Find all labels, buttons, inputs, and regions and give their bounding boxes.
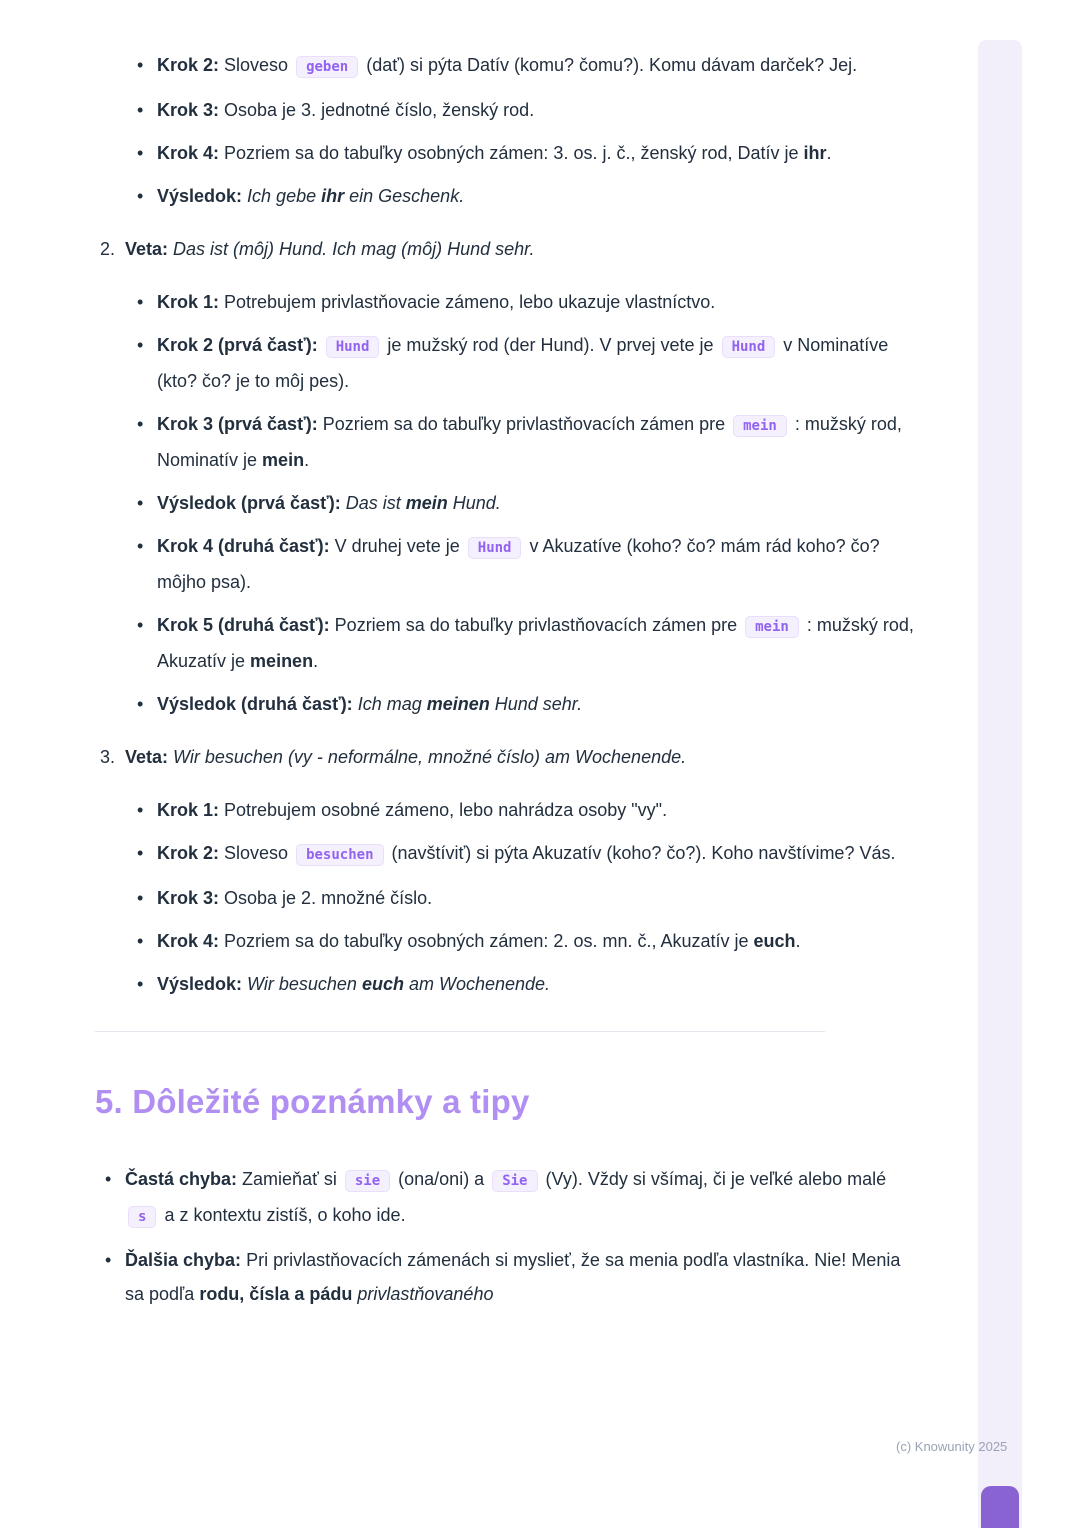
list-item [135, 136, 920, 170]
text-segment: am Wochenende. [403, 974, 551, 994]
text-segment [318, 335, 323, 355]
sentence-heading [100, 232, 920, 266]
text-segment: ein Geschenk. [344, 186, 465, 206]
text-segment: rodu, čísla a pádu [199, 1284, 353, 1304]
text-segment: (ona/oni) a [393, 1169, 490, 1189]
list-item [135, 407, 920, 477]
text-segment: Potrebujem osobné zámeno, lebo nahrádza osoby "vy". [219, 800, 668, 820]
list-item [135, 793, 920, 827]
list-item [103, 1162, 920, 1234]
text-segment: Zamieňať si [237, 1169, 342, 1189]
text-segment: Výsledok (prvá časť): [157, 493, 341, 513]
text-segment: Osoba je 3. jednotné číslo, ženský rod. [219, 100, 535, 120]
inline-code: besuchen [296, 844, 383, 866]
text-segment: (dať) si pýta Datív (komu? čomu?). Komu dávam darček? Jej. [361, 55, 858, 75]
list-item [135, 967, 920, 1001]
text-segment: Krok 5 (druhá časť): [157, 615, 330, 635]
list-item [135, 881, 920, 915]
sentence-heading [100, 740, 920, 774]
footer-credit: (c) Knowunity 2025 [896, 1439, 1008, 1454]
text-segment: . [313, 651, 319, 671]
text-segment: Výsledok: [157, 974, 243, 994]
inline-code: Hund [326, 336, 380, 358]
text-segment: Krok 2: [157, 55, 220, 75]
text-segment: v Nominatíve (kto? čo? je to môj pes). [157, 335, 889, 391]
text-segment: v Akuzatíve (koho? čo? mám rád koho? čo? môjho psa). [157, 536, 880, 592]
text-segment: Sloveso [219, 55, 294, 75]
inline-code: Hund [468, 537, 522, 559]
text-segment: ihr [803, 143, 827, 163]
text-segment: mein [262, 450, 305, 470]
text-segment: Das ist [340, 493, 406, 513]
text-segment: meinen [250, 651, 314, 671]
text-segment: Ich gebe [242, 186, 322, 206]
text-segment: a z kontextu zistíš, o koho ide. [159, 1205, 406, 1225]
inline-code: Sie [492, 1170, 537, 1192]
text-segment: je mužský rod (der Hund). V prvej vete je [382, 335, 719, 355]
text-segment: Výsledok: [157, 186, 243, 206]
list-item [135, 529, 920, 599]
step-list [135, 793, 920, 1001]
text-segment: (navštíviť) si pýta Akuzatív (koho? čo?). Koho navštívime? Vás. [386, 843, 896, 863]
text-segment: euch [753, 931, 796, 951]
text-segment: (Vy). Vždy si všímaj, či je veľké alebo malé [540, 1169, 887, 1189]
text-segment: Sloveso [219, 843, 294, 863]
text-segment: V druhej vete je [329, 536, 465, 556]
text-segment: Krok 3: [157, 888, 220, 908]
section-heading: 5. Dôležité poznámky a tipy [95, 1083, 530, 1120]
list-item [135, 179, 920, 213]
text-segment: Ďalšia chyba: [125, 1250, 242, 1270]
text-segment: Krok 4 (druhá časť): [157, 536, 330, 556]
list-item [135, 924, 920, 958]
inline-code: mein [745, 616, 799, 638]
scrollbar-track[interactable] [978, 40, 1022, 1528]
text-segment: Wir besuchen (vy - neformálne, množné číslo) am Wochenende. [168, 747, 687, 767]
inline-code: mein [733, 415, 787, 437]
list-item [135, 687, 920, 721]
text-segment: . [826, 143, 832, 163]
list-item [135, 608, 920, 678]
step-list [135, 285, 920, 721]
text-segment: . [795, 931, 801, 951]
text-segment: Hund sehr. [489, 694, 583, 714]
text-segment: meinen [426, 694, 490, 714]
numbered-sentence [95, 232, 920, 721]
text-segment: Krok 1: [157, 292, 220, 312]
inline-code: geben [296, 56, 358, 78]
text-segment: Ich mag [352, 694, 427, 714]
step-list-sentence-1 [135, 48, 920, 213]
scrollbar-thumb[interactable] [981, 1486, 1019, 1528]
numbered-sentence [95, 740, 920, 1001]
text-segment: mein [405, 493, 448, 513]
text-segment: Veta: [125, 239, 169, 259]
text-segment: Krok 3: [157, 100, 220, 120]
list-number: 2. [100, 239, 116, 259]
text-segment: Pozriem sa do tabuľky osobných zámen: 3. os. j. č., ženský rod, Datív je [219, 143, 804, 163]
text-segment: Hund. [447, 493, 501, 513]
text-segment: Potrebujem privlastňovacie zámeno, lebo ukazuje vlastníctvo. [219, 292, 716, 312]
list-item [103, 1243, 920, 1311]
text-segment: : mužský rod, Akuzatív je [157, 615, 914, 671]
list-item [135, 328, 920, 398]
text-segment: . [304, 450, 310, 470]
text-segment: Krok 4: [157, 931, 220, 951]
text-segment: privlastňovaného [357, 1284, 494, 1304]
text-segment: Das ist (môj) Hund. Ich mag (môj) Hund sehr. [168, 239, 535, 259]
numbered-sentences [95, 232, 920, 1001]
text-segment: Veta: [125, 747, 169, 767]
text-segment: Osoba je 2. množné číslo. [219, 888, 433, 908]
text-segment: Častá chyba: [125, 1169, 238, 1189]
text-segment: Pri privlastňovacích zámenách si myslieť, že sa menia podľa vlastníka. Nie! Menia sa podľa [125, 1250, 901, 1304]
text-segment: : mužský rod, Nominatív je [157, 414, 902, 470]
text-segment: Pozriem sa do tabuľky privlastňovacích zámen pre [329, 615, 743, 635]
text-segment: Výsledok (druhá časť): [157, 694, 353, 714]
inline-code: Hund [722, 336, 776, 358]
text-segment: Krok 3 (prvá časť): [157, 414, 318, 434]
list-item [135, 285, 920, 319]
list-item [135, 48, 920, 84]
list-item [135, 836, 920, 872]
section-divider [95, 1031, 825, 1032]
inline-code: sie [345, 1170, 390, 1192]
list-item [135, 93, 920, 127]
text-segment: ihr [321, 186, 345, 206]
notes-list [103, 1162, 920, 1311]
text-segment: Krok 2: [157, 843, 220, 863]
text-segment: Krok 2 (prvá časť): [157, 335, 318, 355]
text-segment: Krok 1: [157, 800, 220, 820]
text-segment: euch [361, 974, 404, 994]
text-segment: Wir besuchen [242, 974, 362, 994]
text-segment: Pozriem sa do tabuľky privlastňovacích zámen pre [317, 414, 731, 434]
list-number: 3. [100, 747, 116, 767]
text-segment: Pozriem sa do tabuľky osobných zámen: 2. os. mn. č., Akuzatív je [219, 931, 754, 951]
list-item [135, 486, 920, 520]
inline-code: s [128, 1206, 156, 1228]
text-segment: Krok 4: [157, 143, 220, 163]
